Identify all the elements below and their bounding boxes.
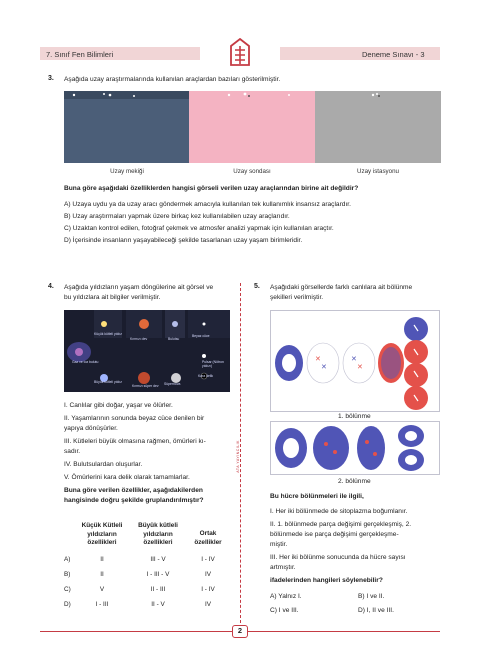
q4-statement-5: V. Ömürlerini kara delik olarak tamamlarlar. xyxy=(64,474,190,481)
q4-row-a-c2: III - V xyxy=(150,556,166,563)
q4-row-d-c3: IV xyxy=(204,601,212,608)
space-station-image xyxy=(315,91,441,163)
label-small-star: Küçük kütleli yıldız xyxy=(94,332,122,336)
q4-intro-line1: Aşağıda yıldızların yaşam döngülerine ait görsel ve xyxy=(64,284,214,291)
q4-statement-2b: yapıya dönüşürler. xyxy=(64,425,118,432)
q4-row-a-c3: I - IV xyxy=(201,556,215,563)
q4-row-c-c2: II - III xyxy=(150,586,166,593)
q4-statement-2: II. Yaşamlarının sonunda beyaz cüce denilen bir xyxy=(64,415,205,422)
q5-intro-line1: Aşağıdaki görsellerde farklı canlılara ait bölünme xyxy=(270,284,413,291)
q4-statement-3b: sadır. xyxy=(64,448,81,455)
q4-statement-1: I. Canlılar gibi doğar, yaşar ve ölürler. xyxy=(64,402,173,409)
svg-text:✕: ✕ xyxy=(315,356,321,363)
svg-text:✕: ✕ xyxy=(351,356,357,363)
q4-statement-3: III. Kütleleri büyük olmasına rağmen, ömürleri kı- xyxy=(64,438,206,445)
q4-row-d-option[interactable]: D) xyxy=(64,601,71,608)
q3-option-c: C) Uzaktan kontrol edilen, fotoğraf çekmek ve atmosfer analizi yapmak için kullanılan araçtır. xyxy=(64,225,334,232)
page-number: 2 xyxy=(232,625,248,638)
label-pulsar: Pulsar (Nötron yıldızı) xyxy=(202,360,224,368)
q4-row-b-c3: IV xyxy=(204,571,212,578)
q5-statement-2: II. 1. bölünmede parça değişimi gerçekleşmiş, 2. xyxy=(270,521,412,528)
label-nebula: Bulutsu xyxy=(168,337,180,341)
q3-number: 3. xyxy=(48,75,54,82)
label-gas-cloud: Gaz ve toz bulutu xyxy=(72,360,99,364)
q3-option-d: D) İçerisinde insanların yaşayabileceği şekilde tasarlanan uzay yaşam birimleridir. xyxy=(64,237,303,244)
division-label-1: 1. bölünme xyxy=(338,413,371,420)
q4-row-c-c3: I - IV xyxy=(201,586,215,593)
q5-statement-1: I. Her iki bölünmede de sitoplazma boğumlanır. xyxy=(270,508,408,515)
q3-question: Buna göre aşağıdaki özelliklerden hangisi görseli verilen uzay araçlarından birine ait değildir? xyxy=(64,185,359,192)
svg-text:✕: ✕ xyxy=(321,364,327,371)
q4-row-c-option[interactable]: C) xyxy=(64,586,71,593)
q5-question: Bu hücre bölünmeleri ile ilgili, xyxy=(270,493,364,500)
exam-title: Deneme Sınavı - 3 xyxy=(362,50,425,59)
label-white-dwarf: Beyaz cüce xyxy=(192,334,210,338)
q4-question-line1: Buna göre verilen özellikler, aşağıdakilerden xyxy=(64,487,203,494)
q5-statement-3: III. Her iki bölünme sonucunda da hücre sayısı xyxy=(270,554,406,561)
q4-intro-line2: bu yıldızlara ait bilgiler verilmiştir. xyxy=(64,294,161,301)
table-header-common: Ortak özellikler xyxy=(194,530,222,546)
q4-row-c-c1: V xyxy=(99,586,105,593)
q5-option-c[interactable]: C) I ve III. xyxy=(270,607,299,614)
q5-statement-3b: artmıştır. xyxy=(270,564,296,571)
q4-question-line2: hangisinde doğru şekilde gruplandırılmıştır? xyxy=(64,497,204,504)
q4-row-a-option[interactable]: A) xyxy=(64,556,71,563)
q4-number: 4. xyxy=(48,283,54,290)
q5-option-b[interactable]: B) I ve II. xyxy=(358,593,385,600)
caption-probe: Uzay sondası xyxy=(233,168,271,175)
table-header-small: Küçük Kütleli yıldızların özellikleri xyxy=(81,522,123,546)
q4-row-d-c2: II - V xyxy=(151,601,165,608)
q5-number: 5. xyxy=(254,283,260,290)
division-label-2: 2. bölünme xyxy=(338,478,371,485)
space-shuttle-image xyxy=(64,91,190,163)
q5-statement-2c: miştir. xyxy=(270,541,288,548)
q4-row-b-c2: I - III - V xyxy=(146,571,170,578)
q3-option-a: A) Uzaya uydu ya da uzay aracı göndermek amacıyla kullanılan tek kullanımlık insansız araçlardır. xyxy=(64,201,351,208)
q5-intro-line2: şekilleri verilmiştir. xyxy=(270,294,324,301)
q4-row-d-c1: I - III xyxy=(95,601,109,608)
q5-option-a[interactable]: A) Yalnız I. xyxy=(270,593,302,600)
q5-statement-2b: bölünmede ise parça değişimi gerçekleşme- xyxy=(270,531,399,538)
svg-text:✕: ✕ xyxy=(357,364,363,371)
q4-statement-4: IV. Bulutsulardan oluşurlar. xyxy=(64,461,143,468)
column-divider xyxy=(240,283,241,628)
q3-option-b: B) Uzay araştırmaları yapmak üzere birkaç kez kullanılabilen uzay araçlarıdır. xyxy=(64,213,290,220)
q5-option-d[interactable]: D) I, II ve III. xyxy=(358,607,394,614)
space-probe-image xyxy=(189,91,315,163)
q4-row-a-c1: II xyxy=(100,556,104,563)
caption-station: Uzay istasyonu xyxy=(357,168,399,175)
q3-intro: Aşağıda uzay araştırmalarında kullanılan araçlardan bazıları gösterilmiştir. xyxy=(64,76,281,83)
publisher-side-text: ATA YAYINCILIK xyxy=(236,440,240,473)
q5-prompt: ifadelerinden hangileri söylenebilir? xyxy=(270,577,383,584)
q4-row-b-c1: II xyxy=(100,571,104,578)
label-big-star: Büyük kütleli yıldız xyxy=(94,380,122,384)
star-lifecycle-diagram xyxy=(64,310,230,392)
label-supernova: Süpernova xyxy=(164,382,181,386)
caption-shuttle: Uzay mekiği xyxy=(110,168,144,175)
publisher-logo-icon xyxy=(229,38,251,66)
q4-row-b-option[interactable]: B) xyxy=(64,571,71,578)
label-black-hole: Kara delik xyxy=(198,374,214,378)
label-red-giant: Kırmızı dev xyxy=(130,337,148,341)
label-red-supergiant: Kırmızı süper dev xyxy=(132,384,159,388)
table-header-big: Büyük kütleli yıldızların özellikleri xyxy=(138,522,178,546)
subject-title: 7. Sınıf Fen Bilimleri xyxy=(46,50,114,59)
meiosis-diagram-box xyxy=(270,310,440,412)
mitosis-diagram-box xyxy=(270,421,440,475)
